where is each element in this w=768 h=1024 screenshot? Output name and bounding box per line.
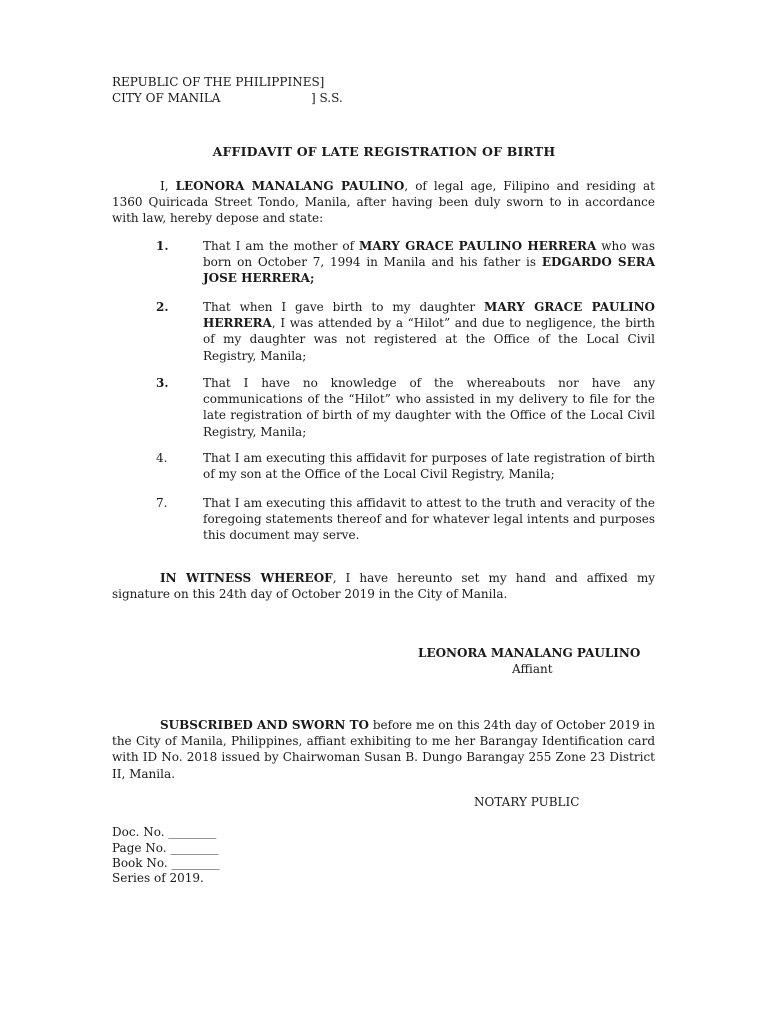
caption-republic: REPUBLIC OF THE PHILIPPINES] — [112, 75, 325, 89]
affiant-name-intro: LEONORA MANALANG PAULINO — [175, 179, 405, 193]
caption-city: CITY OF MANILA — [112, 91, 221, 105]
item-text — [203, 299, 655, 364]
item-number: 2. — [156, 300, 169, 314]
intro-paragraph — [112, 178, 655, 227]
item-text — [203, 238, 655, 287]
item-part: That I am executing this affidavit for purposes of late registration of birth of my son at the Office of the Local Civil Registry, Manila; — [203, 451, 655, 482]
item-part-bold: EDGARDO SERA JOSE HERRERA; — [203, 255, 656, 286]
item-number: 3. — [156, 376, 169, 390]
item-part: That I have no knowledge of the whereabouts nor have any communications of the “Hilot” who assisted in my delivery to file for the late registration of birth of my daughter with the Office of the Local Civil Registry, Manila; — [203, 376, 655, 439]
item-part: That when I gave birth to my daughter — [203, 300, 485, 314]
item-number: 7. — [156, 496, 168, 510]
witness-rest: , I have hereunto set my hand and affixed my signature on this 24th day of October 2019 in the City of Manila. — [112, 571, 655, 602]
series-field: Series of 2019. — [112, 871, 204, 885]
item-number: 4. — [156, 451, 168, 465]
notary-public-label: NOTARY PUBLIC — [474, 795, 580, 809]
item-part: That I am executing this affidavit to attest to the truth and veracity of the foregoing statements thereof and for whatever legal intents and purposes this document may serve. — [203, 496, 655, 543]
affiant-signature-name: LEONORA MANALANG PAULINO — [418, 646, 641, 660]
intro-rest: , of legal age, Filipino and residing at 1360 Quiricada Street Tondo, Manila, after having been duly sworn to in accordance with law, hereby depose and state: — [112, 179, 655, 226]
item-part-bold: MARY GRACE PAULINO HERRERA — [359, 239, 597, 253]
doc-no-field: Doc. No. ________ — [112, 825, 217, 839]
affiant-label: Affiant — [512, 662, 553, 676]
witness-paragraph — [112, 570, 655, 602]
item-part: who was born on October 7, 1994 in Manila and his father is — [203, 239, 655, 270]
item-part-bold: MARY GRACE PAULINO HERRERA — [203, 300, 655, 331]
item-part: That I am the mother of — [203, 239, 360, 253]
item-text — [203, 495, 655, 544]
jurat-rest: before me on this 24th day of October 2019 in the City of Manila, Philippines, affiant exhibiting to me her Barangay Identification card with ID No. 2018 issued by Chairwoman Susan B. Dungo Barangay 255 Zone 23 District II, Manila. — [112, 718, 655, 781]
item-part: , I was attended by a “Hilot” and due to negligence, the birth of my daughter was not registered at the Office of the Local Civil Registry, Manila; — [203, 316, 655, 363]
witness-lead: IN WITNESS WHEREOF — [160, 571, 333, 585]
book-no-field: Book No. ________ — [112, 856, 220, 870]
document-title: AFFIDAVIT OF LATE REGISTRATION OF BIRTH — [212, 144, 556, 159]
item-number: 1. — [156, 239, 169, 253]
jurat-paragraph — [112, 717, 655, 782]
intro-prefix: I, — [160, 179, 176, 193]
page-no-field: Page No. ________ — [112, 841, 219, 855]
item-text — [203, 450, 655, 482]
caption-ss: ] S.S. — [311, 91, 343, 105]
item-text — [203, 375, 655, 440]
jurat-lead: SUBSCRIBED AND SWORN TO — [160, 718, 369, 732]
